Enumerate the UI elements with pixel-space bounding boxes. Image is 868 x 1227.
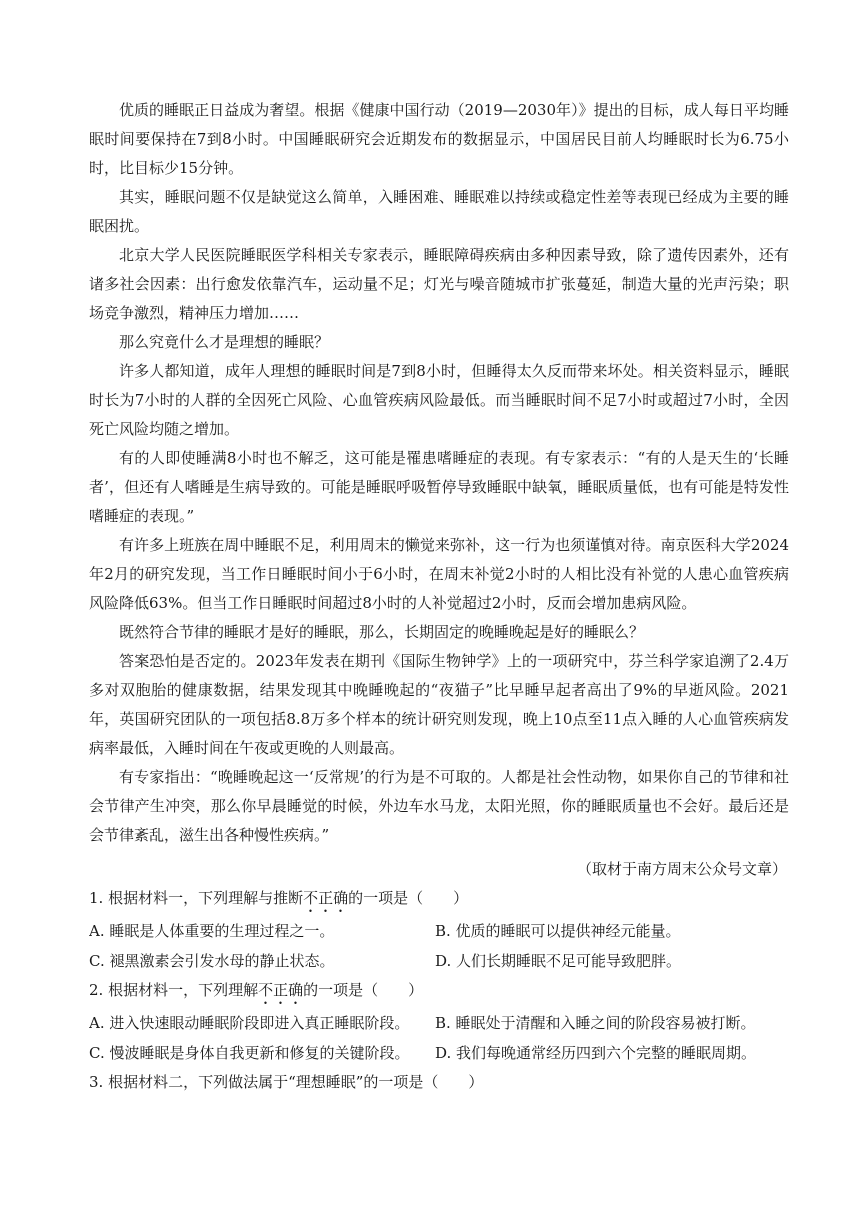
exam-page [89, 96, 789, 1097]
article [89, 96, 789, 884]
option-b[interactable]: B. 优质的睡眠可以提供神经元能量。 [435, 922, 681, 940]
question-stem [89, 1068, 789, 1097]
question-options [89, 916, 789, 976]
option-c[interactable]: C. 褪黑激素会引发水母的静止状态。 [89, 952, 335, 970]
question-stem-prefix: 1. 根据材料一，下列理解与推断 [89, 889, 304, 907]
option-d[interactable]: D. 人们长期睡眠不足可能导致肥胖。 [435, 952, 682, 970]
paragraph: 那么究竟什么才是理想的睡眠？ [119, 333, 330, 351]
paragraph: 有许多上班族在周中睡眠不足，利用周末的懒觉来弥补，这一行为也须谨慎对待。南京医科大学2024年2月的研究发现，当工作日睡眠时间小于6小时，在周末补觉2小时的人相比没有补觉的人患心血管疾病风险降低63%。但当工作日睡眠时间超过8小时的人补觉超过2小时，反而会增加患病风险。 [89, 536, 789, 612]
question-1 [89, 884, 789, 976]
option-a[interactable]: A. 睡眠是人体重要的生理过程之一。 [89, 922, 335, 940]
question-3 [89, 1068, 789, 1097]
question-stem-suffix: 的一项是（ ） [348, 889, 469, 907]
paragraph: 既然符合节律的睡眠才是好的睡眠，那么，长期固定的晚睡晚起是好的睡眠么？ [119, 623, 645, 641]
option-d[interactable]: D. 我们每晚通常经历四到六个完整的睡眠周期。 [435, 1044, 757, 1062]
question-stem-prefix: 2. 根据材料一，下列理解 [89, 981, 259, 999]
paragraph: 优质的睡眠正日益成为奢望。根据《健康中国行动（2019—2030年）》提出的目标，成人每日平均睡眠时间要保持在7到8小时。中国睡眠研究会近期发布的数据显示，中国居民目前人均睡眠时长为6.75小时，比目标少15分钟。 [89, 101, 789, 177]
question-stem-suffix: 的一项是（ ） [303, 981, 424, 999]
option-c[interactable]: C. 慢波睡眠是身体自我更新和修复的关键阶段。 [89, 1044, 410, 1062]
question-options [89, 1008, 789, 1068]
article-source: （取材于南方周末公众号文章） [576, 860, 787, 878]
question-stem [89, 884, 789, 916]
question-stem [89, 976, 789, 1008]
paragraph: 其实，睡眠问题不仅是缺觉这么简单，入睡困难、睡眠难以持续或稳定性差等表现已经成为主要的睡眠困扰。 [89, 188, 789, 235]
question-stem-emphasis: 不正确 [303, 889, 349, 907]
option-a[interactable]: A. 进入快速眼动睡眠阶段即进入真正睡眠阶段。 [89, 1014, 410, 1032]
question-stem-emphasis: 不正确 [258, 981, 304, 999]
question-stem-prefix: 3. 根据材料二，下列做法属于“理想睡眠”的一项是（ ） [89, 1073, 484, 1091]
paragraph: 有专家指出：“晚睡晚起这一‘反常规’的行为是不可取的。人都是社会性动物，如果你自己的节律和社会节律产生冲突，那么你早晨睡觉的时候，外边车水马龙，太阳光照，你的睡眠质量也不会好。最后还是会节律紊乱，滋生出各种慢性疾病。” [89, 768, 789, 844]
paragraph: 答案恐怕是否定的。2023年发表在期刊《国际生物钟学》上的一项研究中，芬兰科学家追溯了2.4万多对双胞胎的健康数据，结果发现其中晚睡晚起的“夜猫子”比早睡早起者高出了9%的早逝风险。2021年，英国研究团队的一项包括8.8万多个样本的统计研究则发现，晚上10点至11点入睡的人心血管疾病发病率最低，入睡时间在午夜或更晚的人则最高。 [89, 652, 789, 757]
paragraph: 有的人即使睡满8小时也不解乏，这可能是罹患嗜睡症的表现。有专家表示：“有的人是天生的‘长睡者’，但还有人嗜睡是生病导致的。可能是睡眠呼吸暂停导致睡眠中缺氧，睡眠质量低，也有可能是特发性嗜睡症的表现。” [89, 449, 789, 525]
option-b[interactable]: B. 睡眠处于清醒和入睡之间的阶段容易被打断。 [435, 1014, 756, 1032]
paragraph: 北京大学人民医院睡眠医学科相关专家表示，睡眠障碍疾病由多种因素导致，除了遗传因素外，还有诸多社会因素：出行愈发依靠汽车，运动量不足；灯光与噪音随城市扩张蔓延，制造大量的光声污染；职场竞争激烈，精神压力增加…… [89, 246, 789, 322]
question-2 [89, 976, 789, 1068]
paragraph: 许多人都知道，成年人理想的睡眠时间是7到8小时，但睡得太久反而带来坏处。相关资料显示，睡眠时长为7小时的人群的全因死亡风险、心血管疾病风险最低。而当睡眠时间不足7小时或超过7小时，全因死亡风险均随之增加。 [89, 362, 789, 438]
